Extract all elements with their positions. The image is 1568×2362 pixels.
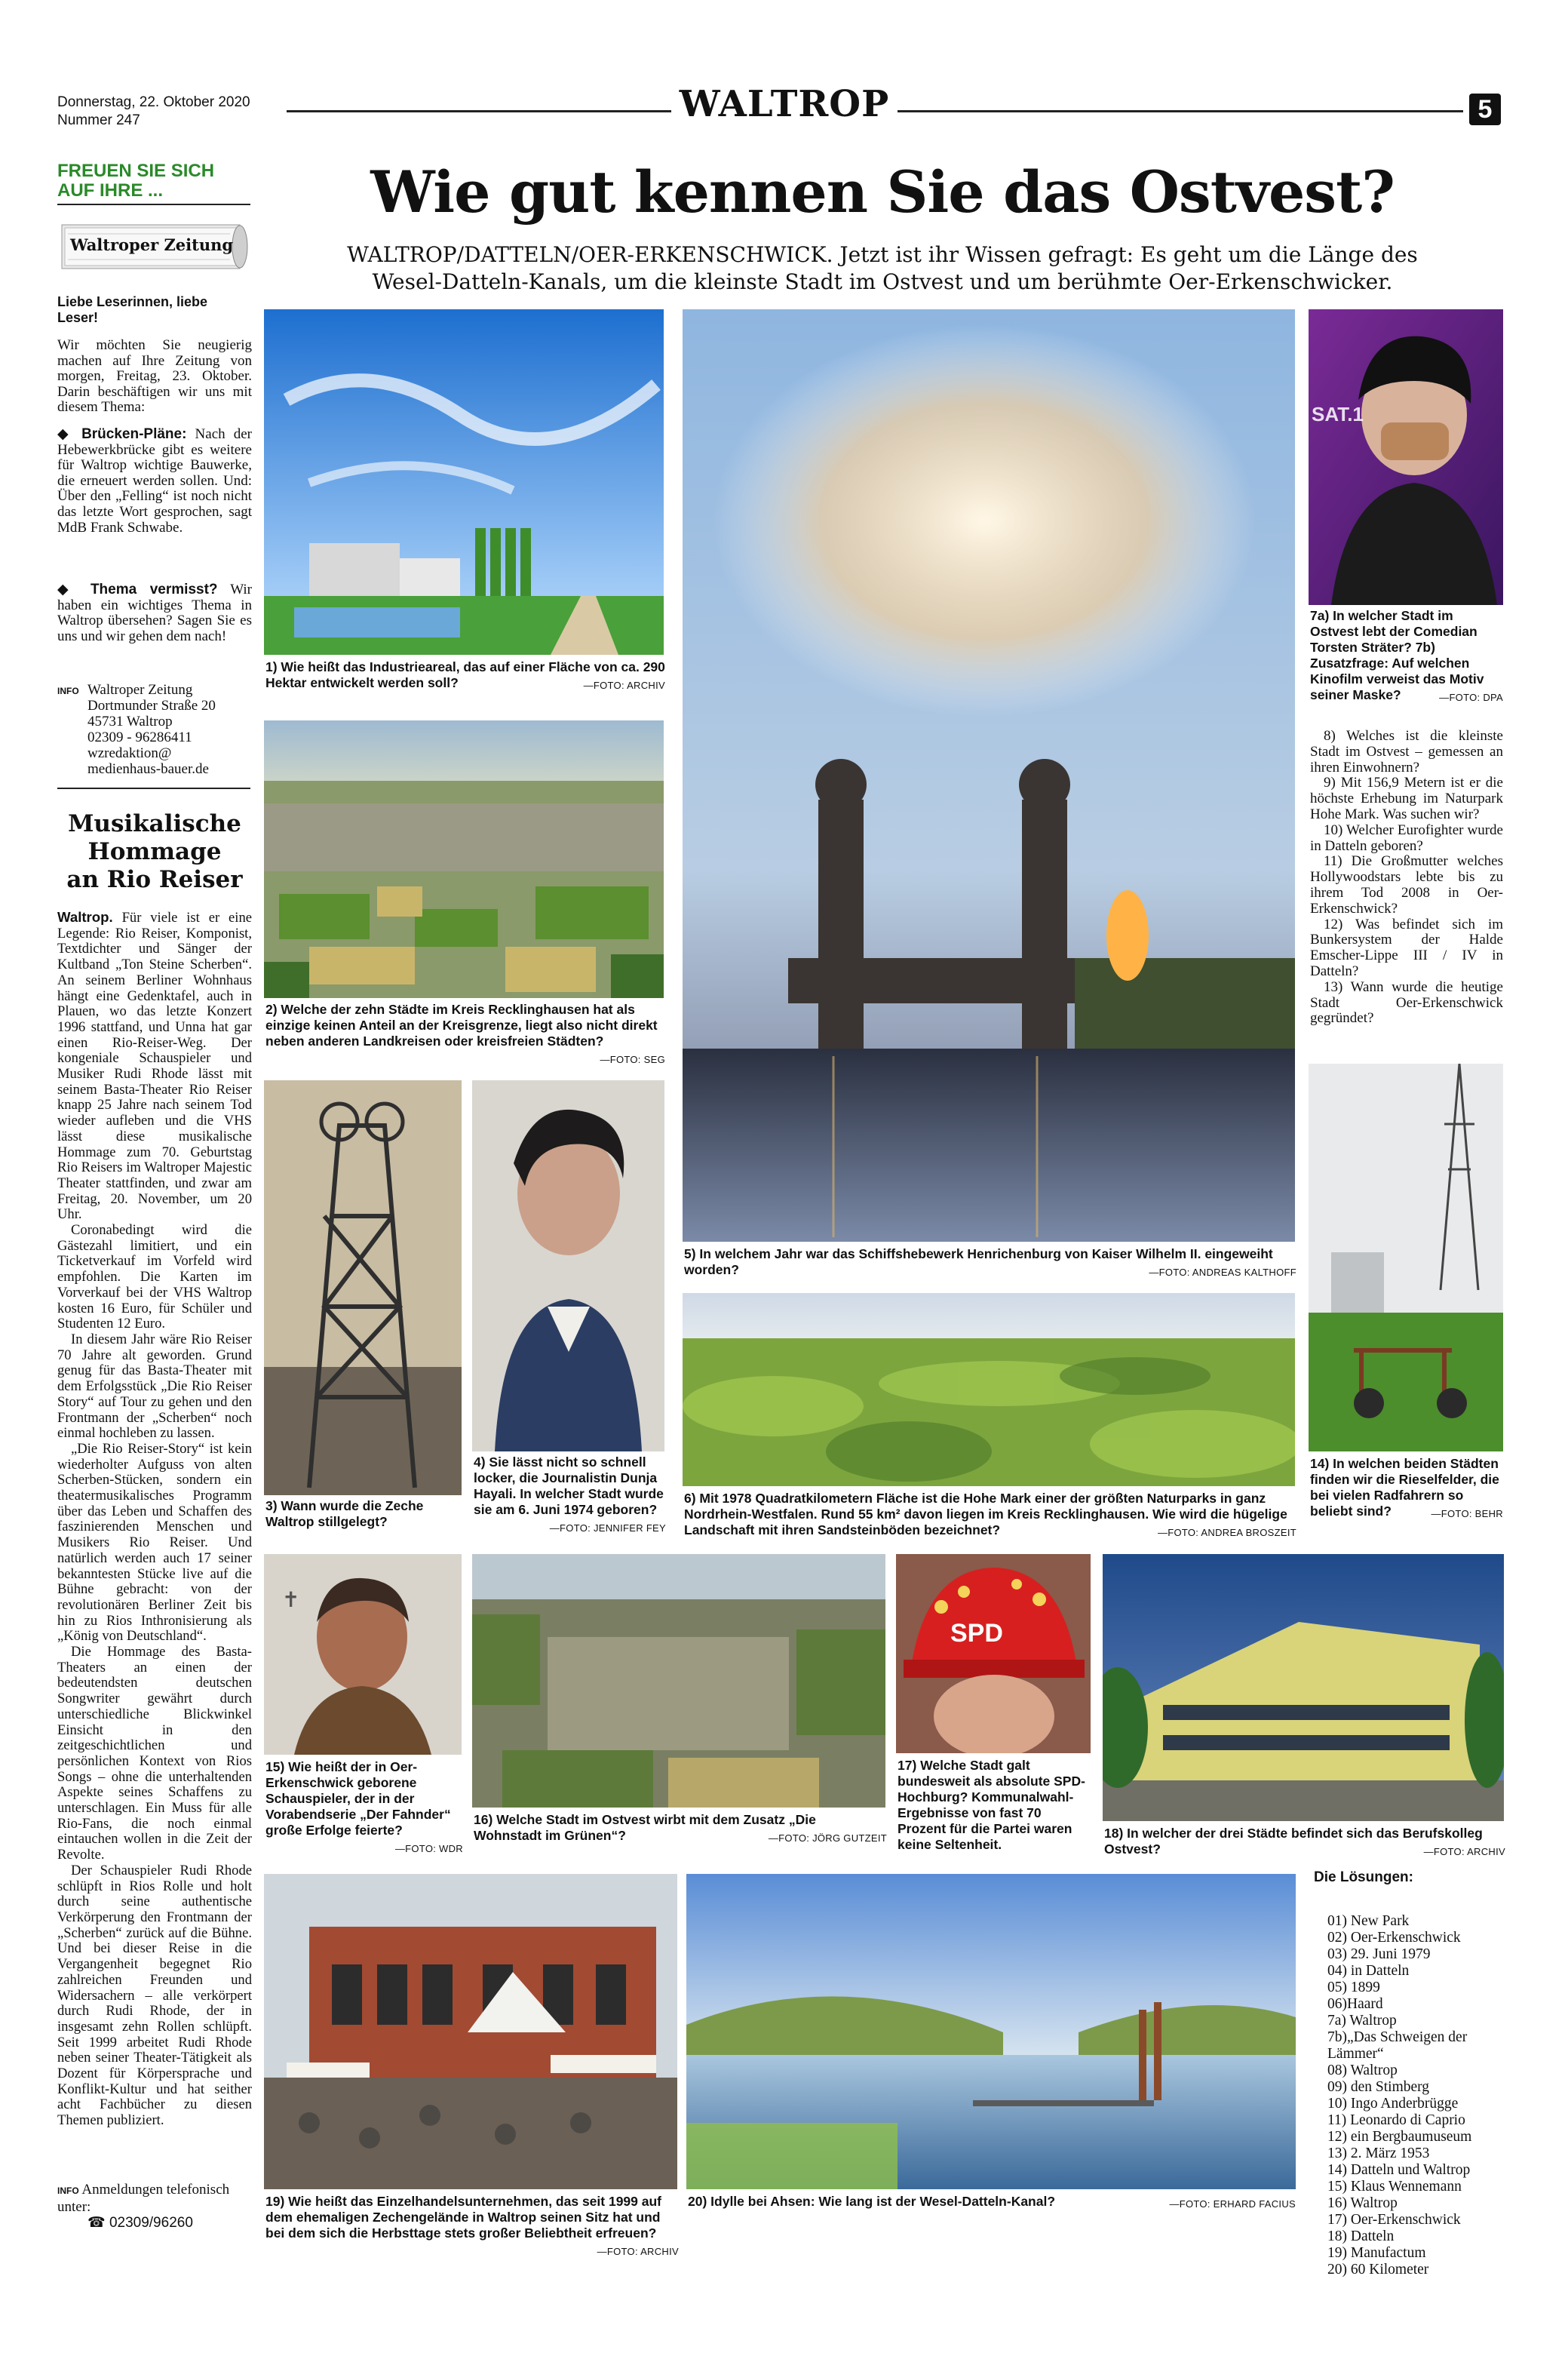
- caption-q6: [684, 1491, 1296, 1540]
- bridges-label: Brücken-Pläne:: [81, 426, 187, 442]
- photo-berufskolleg: [1103, 1554, 1504, 1821]
- sidebar-intro-text: Wir möchten Sie neugierig machen auf Ihre Zeitung von morgen, Freitag, 23. Oktober. Darin beschäftigen wir uns mit diesem Thema:: [57, 337, 252, 416]
- article-info-text: Anmeldungen telefonisch unter:: [57, 2182, 230, 2215]
- photo-credit: —FOTO: ARCHIV: [1423, 1846, 1505, 1857]
- photo-zeche-waltrop: [264, 1080, 462, 1495]
- caption-text: 5) In welchem Jahr war das Schiffshebewerk Henrichenburg von Kaiser Wilhelm II. eingeweiht worden?: [684, 1246, 1273, 1277]
- sidebar-divider: [57, 788, 250, 789]
- caption-q7: [1310, 608, 1503, 705]
- sidebar-greeting: Liebe Leserinnen, liebe Leser!: [57, 294, 208, 325]
- solution-item: 20) 60 Kilometer: [1327, 2262, 1429, 2278]
- phone-number: ☎ 02309/96260: [87, 2215, 193, 2231]
- solution-item: 06)Haard: [1327, 1996, 1383, 2012]
- sidebar-item-missing-topic: [57, 582, 252, 644]
- solution-item: 16) Waltrop: [1327, 2195, 1398, 2211]
- solution-item: 17) Oer-Erkenschwick: [1327, 2212, 1461, 2228]
- info-line: wzredaktion@: [87, 745, 172, 761]
- info-address: [87, 682, 216, 777]
- sidebar-item-bridges: [57, 427, 252, 536]
- solution-item: 10) Ingo Anderbrügge: [1327, 2096, 1459, 2112]
- info-line: medienhaus-bauer.de: [87, 761, 209, 777]
- sidebar-intro: [57, 338, 252, 416]
- missing-topic-label: Thema vermisst?: [90, 582, 218, 597]
- caption-q18: [1104, 1826, 1505, 1860]
- solution-item: 09) den Stimberg: [1327, 2079, 1430, 2095]
- solution-item: 18) Datteln: [1327, 2228, 1395, 2244]
- solution-item: 05) 1899: [1327, 1980, 1380, 1995]
- info-line: 02309 - 96286411: [87, 729, 192, 745]
- photo-aerial-kreis: [264, 720, 664, 998]
- question-text: 13) Wann wurde die heutige Stadt Oer-Erkenschwick gegründet?: [1310, 978, 1503, 1027]
- article-paragraph: Coronabedingt wird die Gästezahl limitiert, und ein Ticketverkauf im Vorfeld wird empfohlen. Die Karten im Vorverkauf bei der VHS Waltrop kosten 16 Euro, für Schüler und Studenten 12 Euro.: [57, 1222, 252, 1332]
- promo-divider: [57, 204, 250, 205]
- sidebar-info: [57, 682, 252, 777]
- caption-text: 7a) In welcher Stadt im Ostvest lebt der Comedian Torsten Sträter? 7b) Zusatzfrage: Auf welchen Kinofilm verweist das Motiv seiner Maske?: [1310, 608, 1484, 702]
- info-label: INFO: [57, 686, 79, 696]
- caption-text: 4) Sie lässt nicht so schnell locker, die Journalistin Dunja Hayali. In welcher Stadt wurde sie am 6. Juni 1974 geboren?: [474, 1454, 664, 1517]
- photo-hohe-mark: [683, 1293, 1295, 1486]
- article-headline-line: Musikalische: [68, 810, 241, 837]
- photo-credit: —FOTO: ERHARD FACIUS: [1169, 2198, 1296, 2210]
- newspaper-logo: [60, 220, 249, 273]
- main-lead: [264, 241, 1501, 296]
- solution-item: 11) Leonardo di Caprio: [1327, 2112, 1465, 2128]
- solutions-title: Die Lösungen:: [1314, 1869, 1413, 1885]
- caption-q20: [688, 2194, 1296, 2212]
- solution-item: 13) 2. März 1953: [1327, 2145, 1430, 2161]
- photo-torsten-straeter: [1309, 309, 1503, 605]
- info-line: Dortmunder Straße 20: [87, 698, 216, 714]
- bridges-text: Nach der Hebewerkbrücke gibt es weitere für Waltrop wichtige Bauwerke, die erneuert werden sollen. Und: Über den „Felling“ ist noch nicht das letzte Wort gesprochen, sagt MdB Frank Schwabe.: [57, 426, 252, 536]
- issue-number: Nummer 247: [57, 112, 140, 128]
- solutions-list: [1327, 1913, 1502, 2278]
- caption-q2: [265, 1002, 665, 1067]
- solution-item: 7a) Waltrop: [1327, 2013, 1397, 2029]
- photo-klaus-wennemann: [264, 1554, 462, 1755]
- solution-item: 19) Manufactum: [1327, 2245, 1426, 2261]
- solution-item: 12) ein Bergbaumuseum: [1327, 2129, 1472, 2145]
- caption-q5: [684, 1246, 1296, 1280]
- photo-credit: —FOTO: JENNIFER FEY: [549, 1522, 666, 1534]
- info-line: Waltroper Zeitung: [87, 682, 193, 698]
- photo-industrial-park: [264, 309, 664, 655]
- issue-date: Donnerstag, 22. Oktober 2020: [57, 94, 250, 110]
- main-lead-line: WALTROP/DATTELN/OER-ERKENSCHWICK. Jetzt ist ihr Wissen gefragt: Es geht um die Länge des: [347, 242, 1418, 267]
- question-text: 9) Mit 156,9 Metern ist er die höchste Erhebung im Naturpark Hohe Mark. Was suchen wir?: [1310, 775, 1503, 822]
- photo-credit: —FOTO: ARCHIV: [583, 680, 665, 691]
- photo-credit: —FOTO: DPA: [1439, 692, 1503, 703]
- article-paragraph: Für viele ist er eine Legende: Rio Reiser, Komponist, Textdichter und Sänger der Kultband „Ton Steine Scherben“. An seinem Berliner Wohnhaus hängt eine Gedenktafel, auch in Plauen, wo das letzte Konzert 1996 stattfand, und Unna hat gar einen Rio-Reiser-Weg. Der kongeniale Schauspieler und Musiker Rudi Rhode lässt mit seinem Basta-Theater Rio Reiser knapp 25 Jahre nach seinem Tod wieder aufleben und die VHS lässt diese musikalische Hommage zum 70. Geburtstag Rio Reisers im Waltroper Majestic Theater stattfinden, und zwar am Freitag, 20. November, um 20 Uhr.: [57, 910, 252, 1223]
- svg-text:✝: ✝: [282, 1587, 300, 1612]
- caption-q17: 17) Welche Stadt galt bundesweit als absolute SPD-Hochburg? Kommunalwahl-Ergebnisse von fast 70 Prozent für die Partei waren keine Seltenheit.: [898, 1758, 1085, 1852]
- article-body: [57, 910, 252, 2129]
- article-paragraph: In diesem Jahr wäre Rio Reiser 70 Jahre alt geworden. Grund genug für das Basta-Theater mit dem Erfolgsstück „Die Rio Reiser Story“ auf Tour zu gehen und den Frontmann der „Scherben“ noch einmal hochleben zu lassen.: [57, 1331, 252, 1442]
- section-title: WALTROP: [679, 83, 890, 125]
- photo-credit: —FOTO: BEHR: [1431, 1508, 1503, 1519]
- solution-item: 08) Waltrop: [1327, 2063, 1398, 2078]
- photo-credit: —FOTO: WDR: [394, 1843, 463, 1854]
- caption-q14: [1310, 1456, 1503, 1522]
- masthead-rule-right: [898, 110, 1463, 112]
- caption-text: 14) In welchen beiden Städten finden wir die Rieselfelder, die bei vielen Radfahrern so beliebt sind?: [1310, 1456, 1499, 1519]
- photo-waltrop-aerial: [472, 1554, 885, 1808]
- caption-q1: [265, 659, 665, 693]
- promo-title: [57, 161, 214, 201]
- missing-topic-text: Wir haben ein wichtiges Thema in Waltrop übersehen? Sagen Sie es uns und wir gehen dem nach!: [57, 582, 252, 644]
- logo-text: Waltroper Zeitung: [69, 235, 234, 254]
- caption-text: 2) Welche der zehn Städte im Kreis Recklinghausen hat als einzige keinen Anteil an der Kreisgrenze, liegt also nicht direkt neben anderen Landkreisen oder kreisfreien Städten?: [265, 1002, 658, 1049]
- solution-item: 03) 29. Juni 1979: [1327, 1946, 1431, 1962]
- caption-text: 16) Welche Stadt im Ostvest wirbt mit dem Zusatz „Die Wohnstadt im Grünen“?: [474, 1812, 816, 1843]
- question-text: 11) Die Großmutter welches Hollywoodstars lebte bis zu ihrem Tod 2008 in Oer-Erkenschwick?: [1310, 853, 1503, 917]
- photo-manufactum: [264, 1874, 677, 2189]
- photo-credit: —FOTO: ANDREA BROSZEIT: [1157, 1527, 1296, 1538]
- diamond-icon: ◆: [57, 582, 91, 597]
- caption-q16: [474, 1812, 887, 1846]
- caption-text: 1) Wie heißt das Industrieareal, das auf einer Fläche von ca. 290 Hektar entwickelt werden soll?: [265, 659, 665, 690]
- caption-q15: [265, 1759, 463, 1857]
- solution-item: 04) in Datteln: [1327, 1963, 1410, 1979]
- article-paragraph: „Die Rio Reiser-Story“ ist kein wiederholter Aufguss von alten Scherben-Stücken, sondern ein theatermusikalisches Programm über das Leben und Schaffen des faszinierenden Menschen und Musikers Rio Reiser. Und natürlich werden auch 17 seiner bekanntesten Stücke live auf die Bühne gebracht: von der revolutionären Berliner Zeit bis hin zu Rios Inthronisierung als „König von Deutschland“.: [57, 1440, 252, 1645]
- article-paragraph: Die Hommage des Basta-Theaters an einen der bedeutendsten deutschen Songwriter gewährt durch unterschiedliche Blickwinkel Einsicht in den zeitgeschichtlichen und persönlichen Kontext von Rios Songs – ohne die unterhaltenden Aspekte seines Schaffens zu unterschlagen. Ein Muss für alle Rio-Fans, die noch einmal eintauchen wollen in die Zeit der Revolte.: [57, 1644, 252, 1863]
- solution-item: 7b)„Das Schweigen der Lämmer“: [1327, 2029, 1468, 2062]
- info-label: INFO: [57, 2185, 79, 2196]
- caption-text: 6) Mit 1978 Quadratkilometern Fläche ist die Hohe Mark einer der größten Naturparks in ganz Nordrhein-Westfalen. Rund 55 km² davon liegen im Kreis Recklinghausen. Wie wird die hügelige Landschaft mit ihren Sandsteinböden bezeichnet?: [684, 1491, 1287, 1537]
- question-text: 12) Was befindet sich im Bunkersystem der Halde Emscher-Lippe III / IV in Datteln?: [1310, 916, 1503, 979]
- promo-title-line1: FREUEN SIE SICH: [57, 161, 215, 181]
- solution-item: 14) Datteln und Waltrop: [1327, 2162, 1471, 2178]
- promo-title-line2: AUF IHRE ...: [57, 180, 164, 201]
- caption-text: 20) Idylle bei Ahsen: Wie lang ist der Wesel-Datteln-Kanal?: [688, 2194, 1056, 2209]
- main-lead-line: Wesel-Datteln-Kanals, um die kleinste Stadt im Ostvest und um berühmte Oer-Erkenschwicker.: [372, 269, 1393, 294]
- photo-spd-cap: [896, 1554, 1091, 1753]
- article-headline-line: an Rio Reiser: [66, 866, 243, 893]
- caption-q19: [265, 2194, 679, 2259]
- diamond-icon: ◆: [57, 426, 82, 442]
- photo-rieselfelder: [1309, 1064, 1503, 1451]
- article-paragraph: Der Schauspieler Rudi Rhode schlüpft in Rios Rolle und holt durch seine authentische Verkörperung den Frontmann der „Scherben“ zurück auf die Bühne. Und bei dieser Reise in die Vergangenheit begegnet Rio zahlreichen Freunden und Widersachern – alle verkörpert durch Rudi Rhode, der in insgesamt zehn Rollen schlüpft. Seit 1999 arbeitet Rudi Rhode neben seiner Theater-Tätigkeit als Dozent für Körpersprache und Konflikt-Kultur und hat seither acht Fachbücher zu diesen Themen publiziert.: [57, 1862, 252, 2129]
- photo-schiffshebewerk: [683, 309, 1295, 1242]
- solution-item: 01) New Park: [1327, 1913, 1410, 1929]
- photo-credit: —FOTO: JÖRG GUTZEIT: [768, 1832, 887, 1844]
- main-headline: Wie gut kennen Sie das Ostvest?: [370, 158, 1395, 226]
- info-line: 45731 Waltrop: [87, 714, 173, 729]
- caption-q4: [474, 1454, 666, 1536]
- question-text: 8) Welches ist die kleinste Stadt im Ostvest – gemessen an ihren Einwohnern?: [1310, 728, 1503, 776]
- sat1-logo-text: SAT.1: [1312, 403, 1364, 425]
- caption-text: 15) Wie heißt der in Oer-Erkenschwick geborene Schauspieler, der in der Vorabendserie „Der Fahnder“ große Erfolge feierte?: [265, 1759, 451, 1838]
- spd-logo-text: SPD: [950, 1619, 1003, 1648]
- page-number: 5: [1469, 94, 1501, 125]
- question-text: 10) Welcher Eurofighter wurde in Datteln geboren?: [1310, 822, 1503, 854]
- solution-item: 15) Klaus Wennemann: [1327, 2179, 1462, 2195]
- photo-credit: —FOTO: ANDREAS KALTHOFF: [1149, 1267, 1296, 1278]
- caption-text: 18) In welcher der drei Städte befindet sich das Berufskolleg Ostvest?: [1104, 1826, 1483, 1857]
- photo-credit: —FOTO: SEG: [600, 1054, 665, 1065]
- photo-credit: —FOTO: ARCHIV: [597, 2246, 679, 2257]
- article-info: [57, 2182, 252, 2231]
- questions-8-13: [1310, 729, 1503, 1027]
- photo-wesel-datteln-kanal: [686, 1874, 1296, 2189]
- article-headline-line: Hommage: [87, 838, 222, 865]
- caption-text: 19) Wie heißt das Einzelhandelsunternehmen, das seit 1999 auf dem ehemaligen Zechengelände in Waltrop seinen Sitz hat und bei dem sich die Herbsttage stets großer Beliebtheit erfreuen?: [265, 2194, 661, 2241]
- solution-item: 02) Oer-Erkenschwick: [1327, 1930, 1461, 1946]
- masthead-rule-left: [287, 110, 671, 112]
- photo-dunja-hayali: [472, 1080, 664, 1451]
- caption-q3: 3) Wann wurde die Zeche Waltrop stillgelegt?: [265, 1498, 424, 1529]
- article-dateline: Waltrop.: [57, 909, 113, 925]
- article-headline: [57, 810, 252, 894]
